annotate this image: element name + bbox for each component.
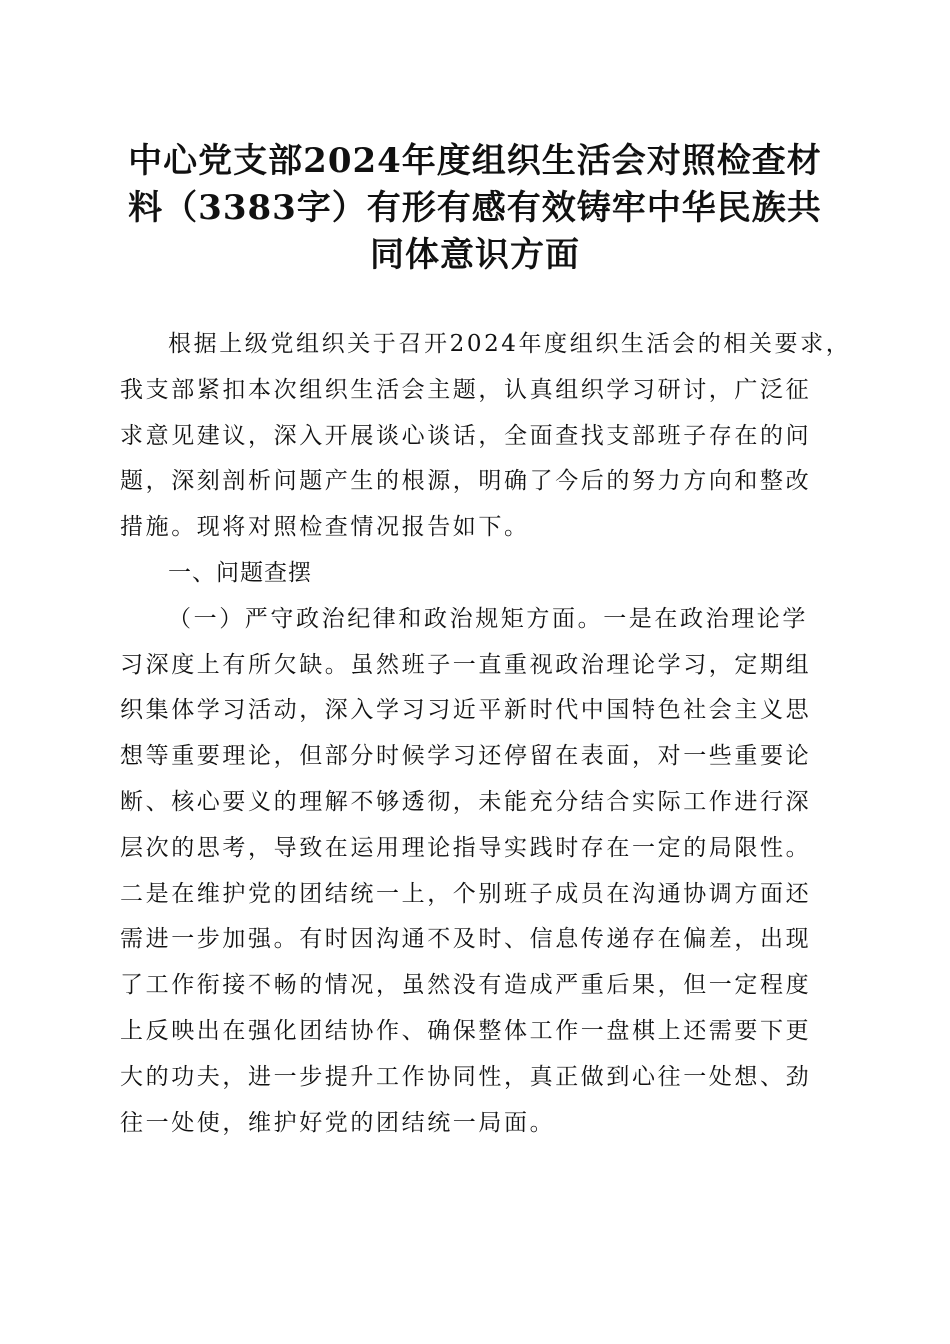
title-line: 中心党支部2024年度组织生活会对照检查材 bbox=[128, 141, 822, 181]
paragraph-line: 习深度上有所欠缺。虽然班子一直重视政治理论学习，定期组 bbox=[120, 651, 812, 678]
title-line: 料（3383字）有形有感有效铸牢中华民族共 bbox=[128, 188, 822, 228]
paragraph-line: 往一处使，维护好党的团结统一局面。 bbox=[120, 1109, 556, 1136]
intro-paragraph bbox=[120, 322, 852, 551]
paragraph-line: 二是在维护党的团结统一上，个别班子成员在沟通协调方面还 bbox=[120, 880, 812, 907]
section-heading: 一、问题查摆 bbox=[168, 559, 312, 586]
paragraph-line: 题，深刻剖析问题产生的根源，明确了今后的努力方向和整改 bbox=[120, 468, 812, 495]
paragraph-line: 根据上级党组织关于召开2024年度组织生活会的相关要求， bbox=[168, 331, 852, 357]
paragraph-line: 了工作衔接不畅的情况，虽然没有造成严重后果，但一定程度 bbox=[120, 972, 812, 999]
problem-paragraph bbox=[120, 597, 830, 1147]
paragraph-line: 需进一步加强。有时因沟通不及时、信息传递存在偏差，出现 bbox=[120, 926, 812, 953]
paragraph-line: 上反映出在强化团结协作、确保整体工作一盘棋上还需要下更 bbox=[120, 1017, 812, 1044]
paragraph-line: 大的功夫，进一步提升工作协同性，真正做到心往一处想、劲 bbox=[120, 1063, 812, 1090]
paragraph-line: 我支部紧扣本次组织生活会主题，认真组织学习研讨，广泛征 bbox=[120, 376, 812, 403]
paragraph-line-rest: 一是在政治理论学 bbox=[603, 605, 809, 632]
document-title bbox=[100, 138, 850, 279]
paragraph-line: 织集体学习活动，深入学习习近平新时代中国特色社会主义思 bbox=[120, 697, 812, 724]
title-line: 同体意识方面 bbox=[370, 235, 580, 275]
paragraph-line: 层次的思考，导致在运用理论指导实践时存在一定的局限性。 bbox=[120, 834, 812, 861]
paragraph-line: 断、核心要义的理解不够透彻，未能充分结合实际工作进行深 bbox=[120, 788, 812, 815]
paragraph-line: 想等重要理论，但部分时候学习还停留在表面，对一些重要论 bbox=[120, 743, 812, 770]
paragraph-line: 求意见建议，深入开展谈心谈话，全面查找支部班子存在的问 bbox=[120, 422, 812, 449]
paragraph-line bbox=[120, 597, 830, 643]
paragraph-line: 措施。现将对照检查情况报告如下。 bbox=[120, 514, 530, 541]
subsection-label: （一）严守政治纪律和政治规矩方面。 bbox=[168, 605, 604, 632]
document-body bbox=[120, 322, 852, 1146]
